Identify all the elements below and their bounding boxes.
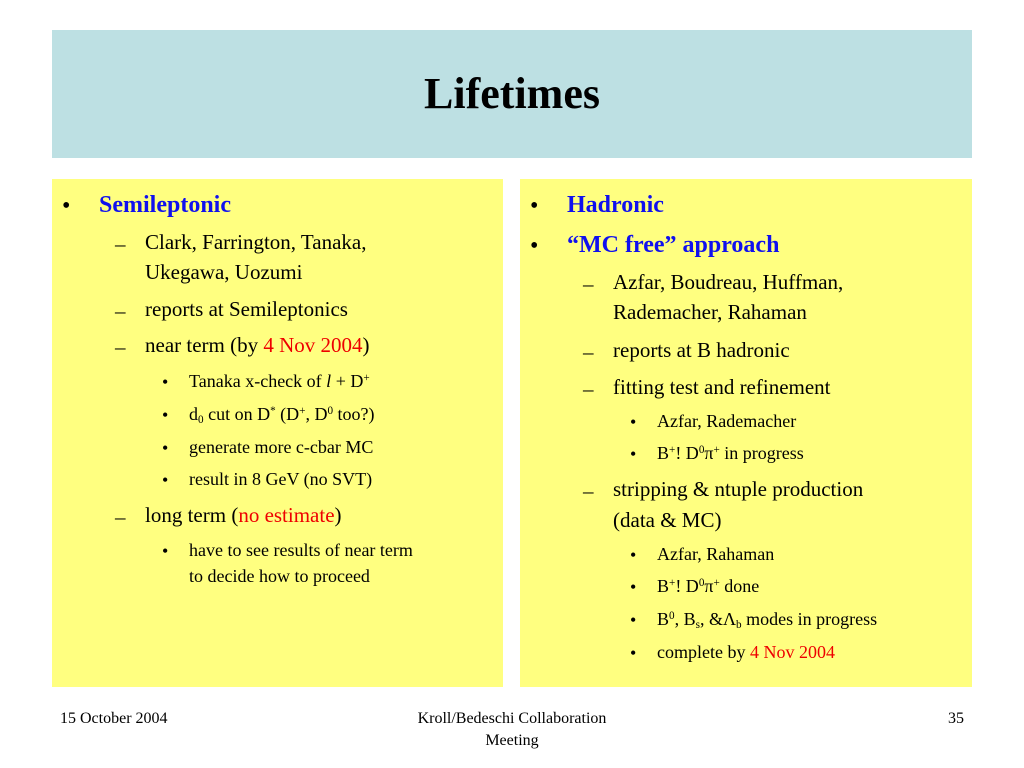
slide-title: Lifetimes — [424, 69, 600, 118]
dash-marker: – — [583, 340, 594, 364]
dash-marker: – — [583, 377, 594, 401]
right-panel — [520, 179, 972, 687]
reports-item: reports at Semileptonics — [145, 297, 348, 321]
long-item-line-2: to decide how to proceed — [189, 566, 370, 586]
bullet-marker: • — [530, 233, 539, 259]
near-term-date: 4 Nov 2004 — [263, 333, 363, 357]
bullet-marker: • — [630, 610, 637, 630]
bullet-marker: • — [162, 405, 169, 425]
strip-item-3: $B^0$, $B_s$, $\&\Lambda_b$ modes in progress — [657, 609, 878, 631]
title-banner — [52, 30, 972, 158]
bullet-marker: • — [162, 541, 169, 561]
bullet-marker: • — [162, 470, 169, 490]
xcheck-item: Tanaka x-check of l + D+ — [189, 371, 370, 391]
bullet-marker: • — [630, 577, 637, 597]
semileptonic-heading: Semileptonic — [99, 192, 231, 218]
footer-meeting: Kroll/Bedeschi Collaboration Meeting — [417, 710, 607, 749]
authors-line-2: Rademacher, Rahaman — [613, 300, 807, 324]
mc-free-heading: “MC free” approach — [567, 232, 780, 258]
bullet-marker: • — [162, 372, 169, 392]
dash-marker: – — [583, 479, 594, 503]
d0-cut-item: $d_0$ cut on D* (D+, $D^0$ too?) — [189, 404, 375, 426]
page-number: 35 — [948, 710, 964, 727]
long-term-note: no estimate — [238, 503, 335, 527]
bullet-marker: • — [630, 545, 637, 565]
fit-item-1: Azfar, Rademacher — [657, 411, 797, 431]
fitting-item: fitting test and refinement — [613, 375, 831, 399]
stripping-line-2: (data & MC) — [613, 508, 722, 532]
left-panel — [52, 179, 503, 687]
long-term-item: long term (no estimate) — [145, 503, 342, 527]
dash-marker: – — [115, 232, 126, 256]
authors-line-1: Azfar, Boudreau, Huffman, — [613, 270, 844, 294]
stripping-line-1: stripping & ntuple production — [613, 477, 864, 501]
hadronic-heading: Hadronic — [567, 192, 664, 218]
bullet-marker: • — [62, 193, 71, 219]
long-item-line-1: have to see results of near term — [189, 540, 413, 560]
dash-marker: – — [583, 272, 594, 296]
bullet-marker: • — [530, 193, 539, 219]
result-item: result in 8 GeV (no SVT) — [189, 469, 373, 489]
fit-item-2: B+! $D^0\pi^+$ in progress — [657, 443, 804, 463]
generate-mc-item: generate more c-cbar MC — [189, 437, 374, 457]
bullet-marker: • — [630, 444, 637, 464]
reports-item: reports at B hadronic — [613, 338, 790, 362]
dash-marker: – — [115, 299, 126, 323]
authors-line-1: Clark, Farrington, Tanaka, — [145, 230, 367, 254]
dash-marker: – — [115, 335, 126, 359]
bullet-marker: • — [630, 643, 637, 663]
strip-item-2: B+! $D^0\pi^+$ done — [657, 576, 760, 596]
bullet-marker: • — [162, 438, 169, 458]
dash-marker: – — [115, 505, 126, 529]
authors-line-2: Ukegawa, Uozumi — [145, 260, 303, 284]
strip-item-4: complete by 4 Nov 2004 — [657, 642, 835, 662]
complete-date: 4 Nov 2004 — [749, 642, 835, 662]
near-term-item: near term (by 4 Nov 2004) — [145, 333, 370, 357]
footer-date: 15 October 2004 — [60, 710, 168, 727]
bullet-marker: • — [630, 412, 637, 432]
strip-item-1: Azfar, Rahaman — [657, 544, 775, 564]
